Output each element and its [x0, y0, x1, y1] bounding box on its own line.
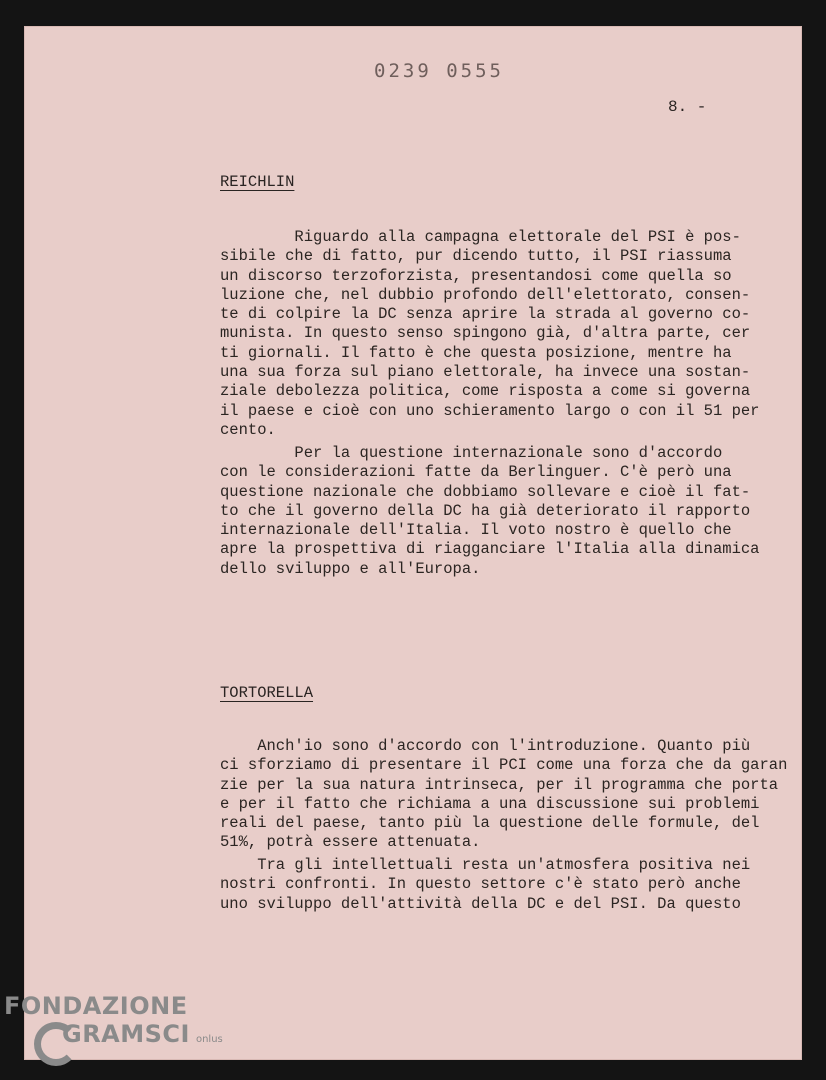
speaker-heading-tortorella: TORTORELLA — [220, 684, 314, 702]
paragraph-tortorella-1: Anch'io sono d'accordo con l'introduzione. Quanto più ci sforziamo di presentare il PCI come una forza che da garan zie per la sua natura intrinseca, per il programma che porta e per il fatto che richiama a una discussione sui problemi reali del paese, tanto più la questione delle formule, del 51%, potrà essere attenuata. — [220, 737, 788, 852]
document-page — [24, 26, 802, 1060]
watermark-line2: GRAMSCI — [62, 1020, 190, 1048]
page-number: 8. - — [668, 98, 707, 116]
paragraph-tortorella-2: Tra gli intellettuali resta un'atmosfera positiva nei nostri confronti. In questo settore c'è stato però anche uno sviluppo dell'attività della DC e del PSI. Da questo — [220, 856, 751, 913]
paragraph-reichlin-1: Riguardo alla campagna elettorale del PSI è pos- sibile che di fatto, pur dicendo tutto, il PSI riassuma un discorso terzoforzista, presentandosi come quella so luzione che, nel dubbio profondo dell'elettorato, consen- te di colpire la DC senza aprire la strada al governo co- munista. In questo senso spingono già, d'altra parte, cer ti giornali. Il fatto è che questa posizione, mentre ha una sua forza sul piano elettorale, ha invece una sostan- ziale debolezza politica, come risposta a come si governa il paese e cioè con uno schieramento largo o con il 51 per cento. — [220, 228, 760, 439]
watermark-line1: FONDAZIONE — [4, 992, 188, 1020]
speaker-heading-reichlin: REICHLIN — [220, 173, 295, 191]
watermark-suffix: onlus — [195, 1034, 223, 1045]
archive-stamp-number: 0239 0555 — [374, 60, 504, 82]
watermark — [4, 992, 223, 1054]
paragraph-reichlin-2: Per la questione internazionale sono d'accordo con le considerazioni fatte da Berlinguer. C'è però una questione nazionale che dobbiamo sollevare e cioè il fat- to che il governo della DC ha già deteriorato il rapporto internazionale dell'Italia. Il voto nostro è quello che apre la prospettiva di riagganciare l'Italia alla dinamica dello sviluppo e all'Europa. — [220, 444, 760, 578]
